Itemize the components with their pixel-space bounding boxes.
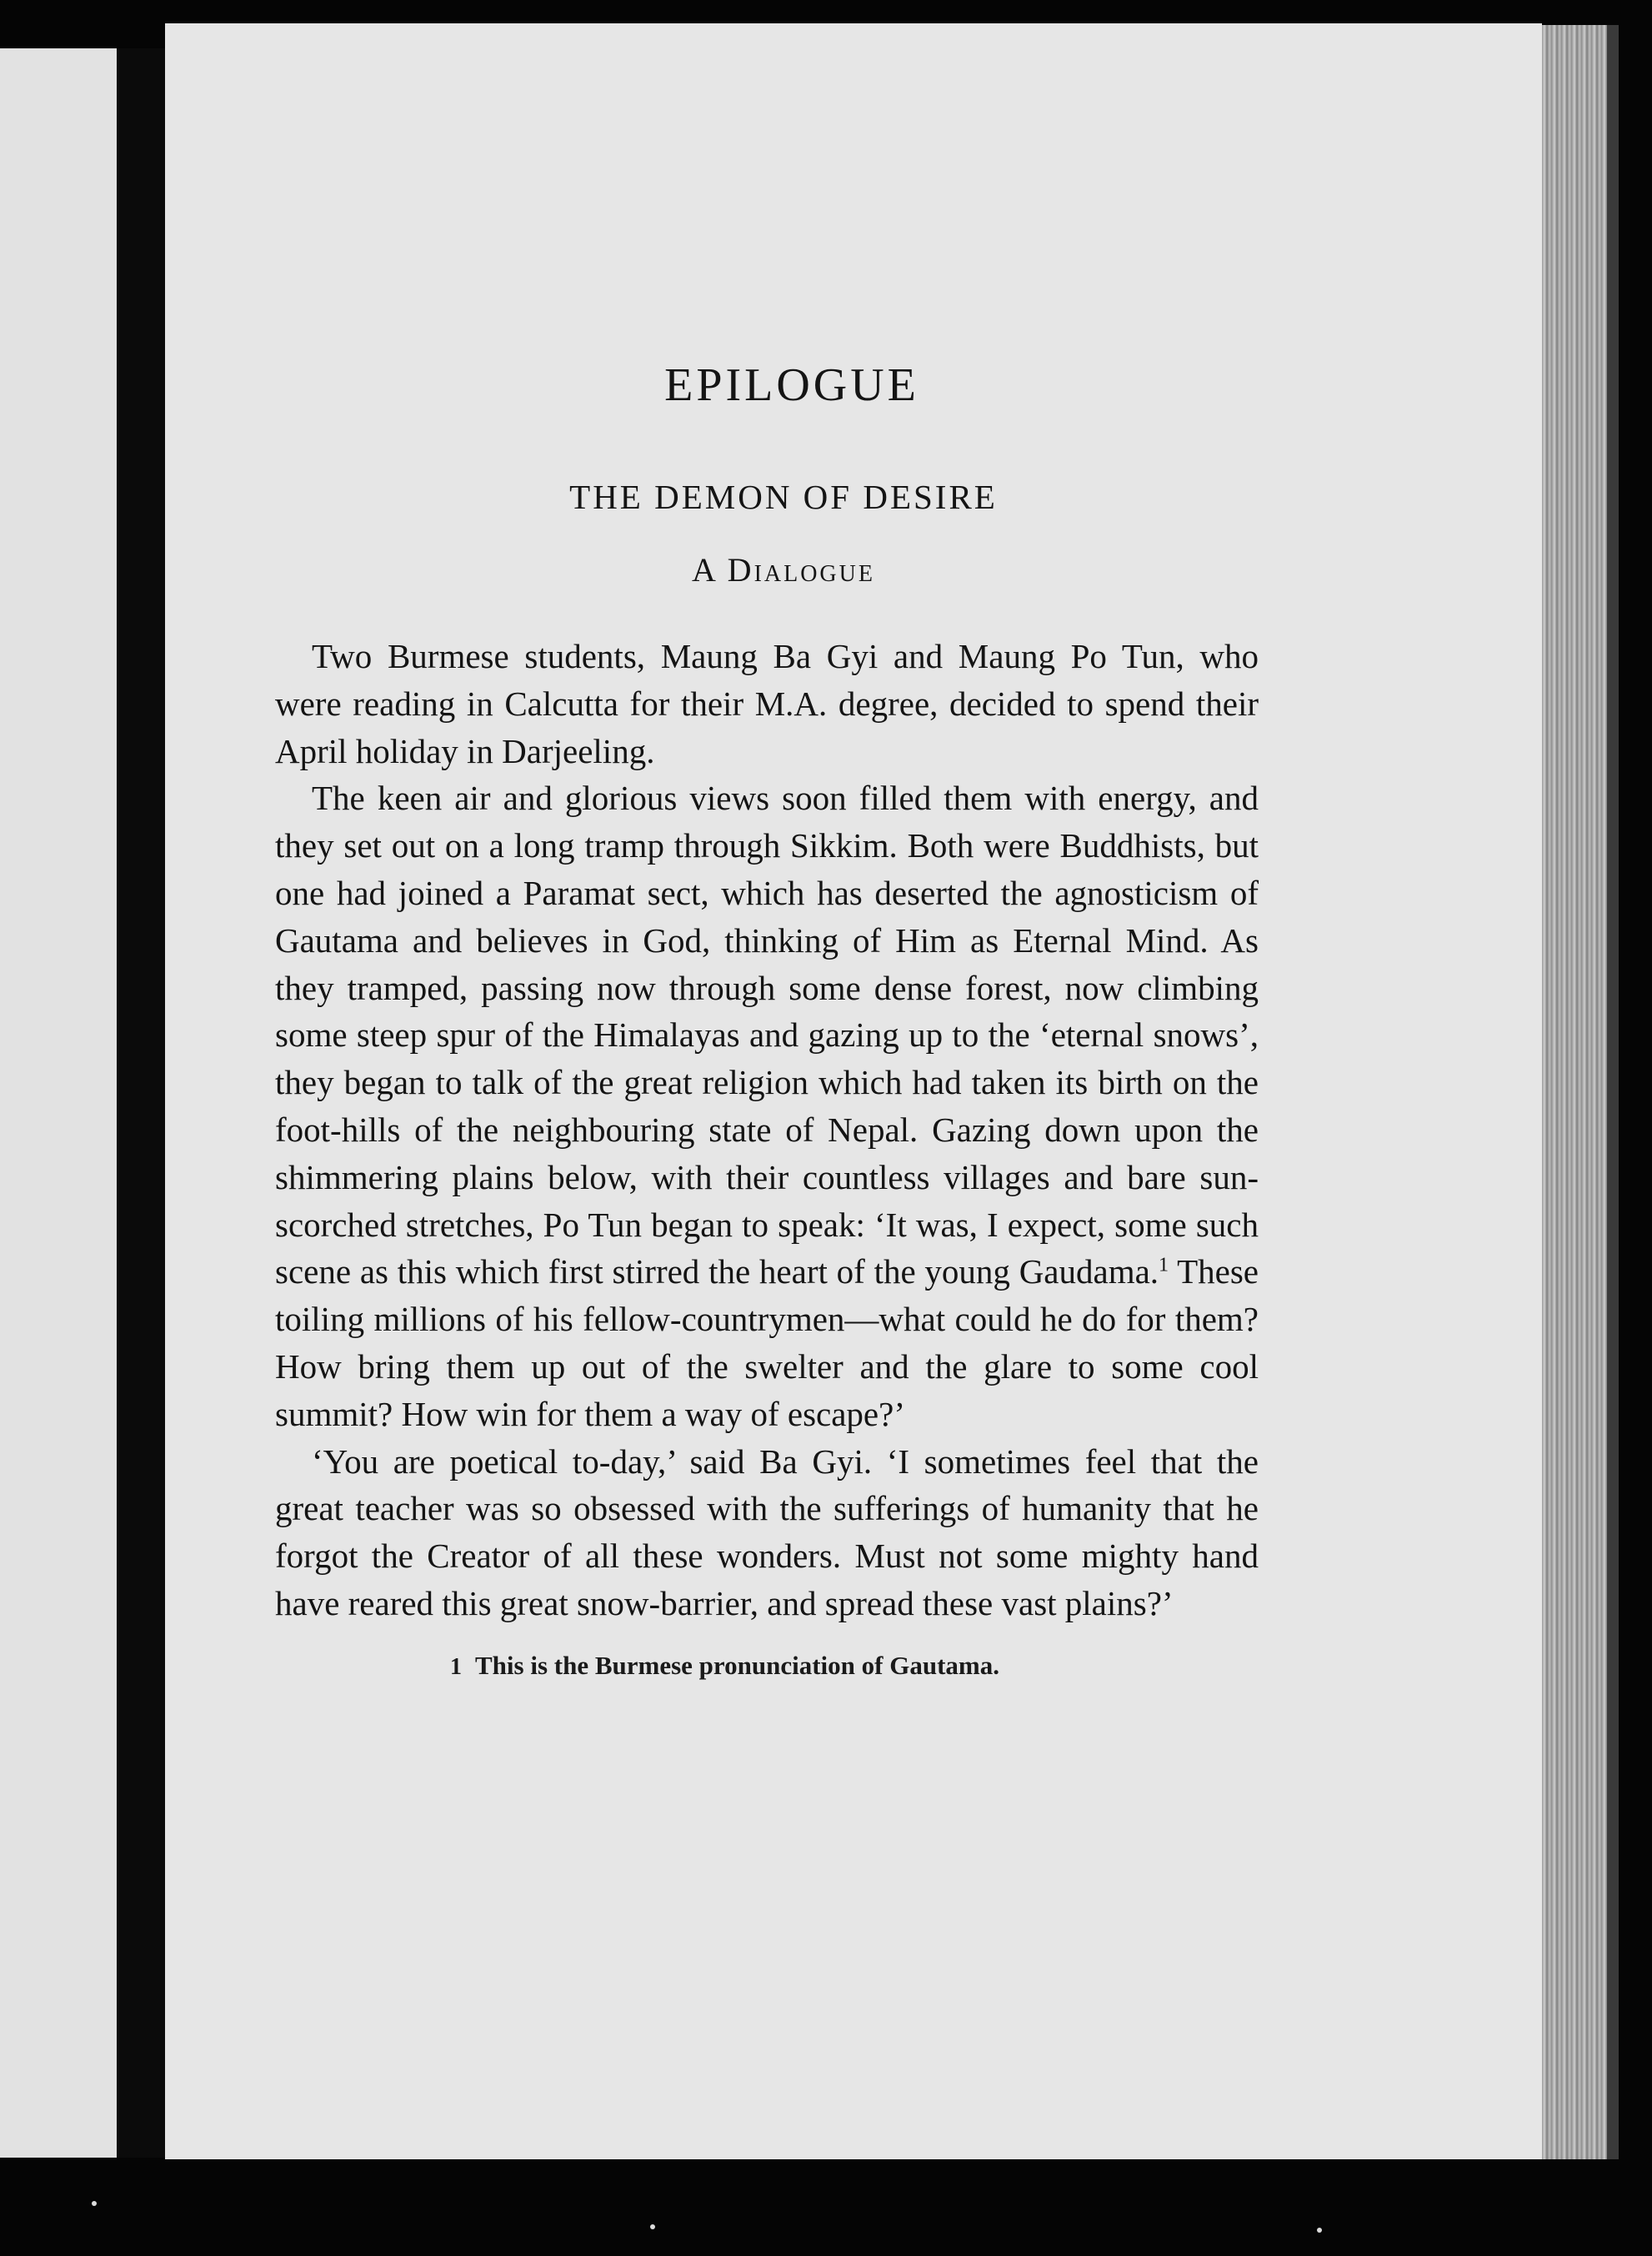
footnote-marker: 1: [450, 1653, 462, 1680]
paragraph-intro-text: Two Burmese students, Maung Ba Gyi and Maung Po Tun, who were reading in Calcutta for their M.A. degree, decided to spend their April holiday in Darjeeling.: [275, 637, 1259, 770]
paragraph-tramp-text: The keen air and glorious views soon filled them with energy, and they set out on a long tramp through Sikkim. Both were Buddhists, but one had joined a Paramat sect, which has deserted the agnosticism of Gautama and believes in God, thinking of Him as Eternal Mind. As they tramped, passing now through some dense forest, now climbing some steep spur of the Himalayas and gazing up to the ‘eternal snows’, they began to talk of the great religion which had taken its birth on the foot-hills of the neighbouring state of Nepal. Gazing down upon the shimmering plains below, with their countless villages and bare sun-scorched stretches, Po Tun began to speak: ‘It was, I expect, some such scene as this which first stirred the heart of the young Gaudama.: [275, 779, 1259, 1291]
paragraph-tramp-continuation: These toiling millions of his fellow-countrymen—what could he do for them? How bring them up out of the swelter and the glare to some cool summit? How win for them a way of escape?’: [275, 1252, 1259, 1433]
footnote-reference: 1: [1159, 1254, 1169, 1276]
paragraph-reply-text: ‘You are poetical to-day,’ said Ba Gyi. ‘I sometimes feel that the great teacher was so obsessed with the sufferings of humanity that he forgot the Creator of all these wonders. Must not some mighty hand have reared this great snow-barrier, and spread these vast plains?’: [275, 1441, 1259, 1622]
epilogue-heading: EPILOGUE: [664, 359, 919, 411]
scan-speck: [1317, 2228, 1322, 2233]
chapter-title: THE DEMON OF DESIRE: [569, 478, 998, 516]
page-text-block: [275, 358, 1259, 1681]
book-gutter: [117, 48, 165, 2158]
paragraph-intro: [275, 633, 1259, 775]
page-fore-edge: [1542, 25, 1607, 2159]
left-page-margin: [0, 48, 117, 2158]
scan-speck: [650, 2224, 655, 2229]
paragraph-reply: [275, 1438, 1259, 1627]
footnote-text: This is the Burmese pronunciation of Gautama.: [475, 1650, 999, 1680]
footnote: [275, 1651, 1259, 1681]
page-edge-shadow: [1607, 25, 1619, 2159]
scan-speck: [92, 2201, 97, 2206]
dialogue-subtitle: A Dialogue: [692, 551, 875, 589]
paragraph-tramp: [275, 775, 1259, 1437]
